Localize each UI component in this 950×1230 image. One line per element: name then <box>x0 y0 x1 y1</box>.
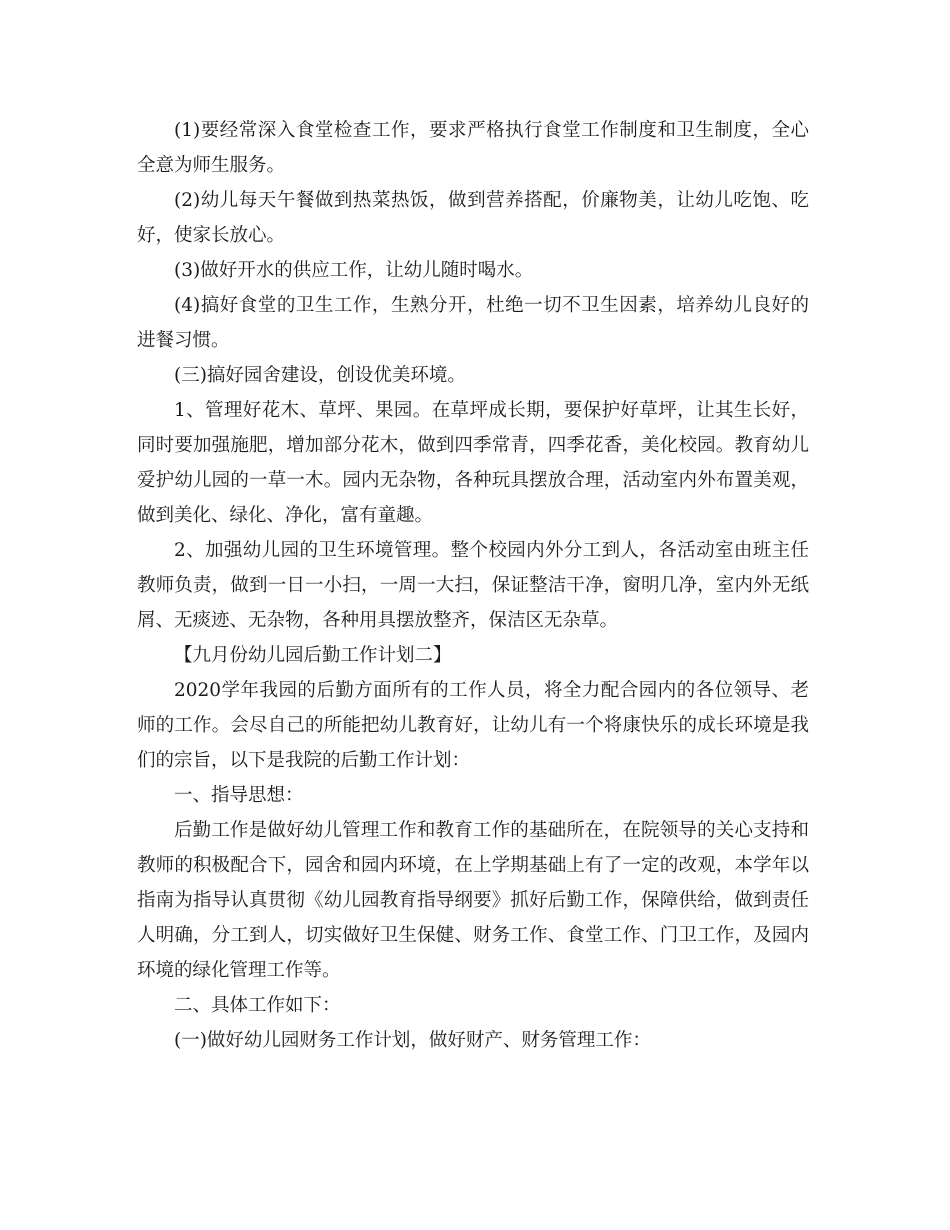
document-body <box>137 113 809 1058</box>
paragraph: 1、管理好花木、草坪、果园。在草坪成长期，要保护好草坪，让其生长好，同时要加强施肥，增加部分花木，做到四季常青，四季花香，美化校园。教育幼儿爱护幼儿园的一草一木。园内无杂物，各种玩具摆放合理，活动室内外布置美观，做到美化、绿化、净化，富有童趣。 <box>137 400 809 526</box>
section-heading: 二、具体工作如下： <box>174 995 341 1016</box>
paragraph: 2020学年我园的后勤方面所有的工作人员，将全力配合园内的各位领导、老师的工作。会尽自己的所能把幼儿教育好，让幼儿有一个将康快乐的成长环境是我们的宗旨，以下是我院的后勤工作计划： <box>137 680 809 771</box>
section-heading: (三)搞好园舍建设，创设优美环境。 <box>174 365 466 386</box>
paragraph: (2)幼儿每天午餐做到热菜热饭，做到营养搭配，价廉物美，让幼儿吃饱、吃好，使家长放心。 <box>137 190 809 246</box>
section-title: 【九月份幼儿园后勤工作计划二】 <box>174 645 452 666</box>
section-heading: (一)做好幼儿园财务工作计划，做好财产、财务管理工作： <box>174 1030 651 1051</box>
paragraph: (1)要经常深入食堂检查工作，要求严格执行食堂工作制度和卫生制度，全心全意为师生服务。 <box>137 120 809 176</box>
paragraph: (3)做好开水的供应工作，让幼儿随时喝水。 <box>174 260 534 281</box>
paragraph: (4)搞好食堂的卫生工作，生熟分开，杜绝一切不卫生因素，培养幼儿良好的进餐习惯。 <box>137 295 809 351</box>
section-heading: 一、指导思想： <box>174 785 304 806</box>
paragraph: 2、加强幼儿园的卫生环境管理。整个校园内外分工到人，各活动室由班主任教师负责，做到一日一小扫，一周一大扫，保证整洁干净，窗明几净，室内外无纸屑、无痰迹、无杂物，各种用具摆放整齐，保洁区无杂草。 <box>137 540 809 631</box>
paragraph: 后勤工作是做好幼儿管理工作和教育工作的基础所在，在院领导的关心支持和教师的积极配合下，园舍和园内环境，在上学期基础上有了一定的改观，本学年以指南为指导认真贯彻《幼儿园教育指导纲要》抓好后勤工作，保障供给，做到责任人明确，分工到人，切实做好卫生保健、财务工作、食堂工作、门卫工作，及园内环境的绿化管理工作等。 <box>137 820 809 981</box>
